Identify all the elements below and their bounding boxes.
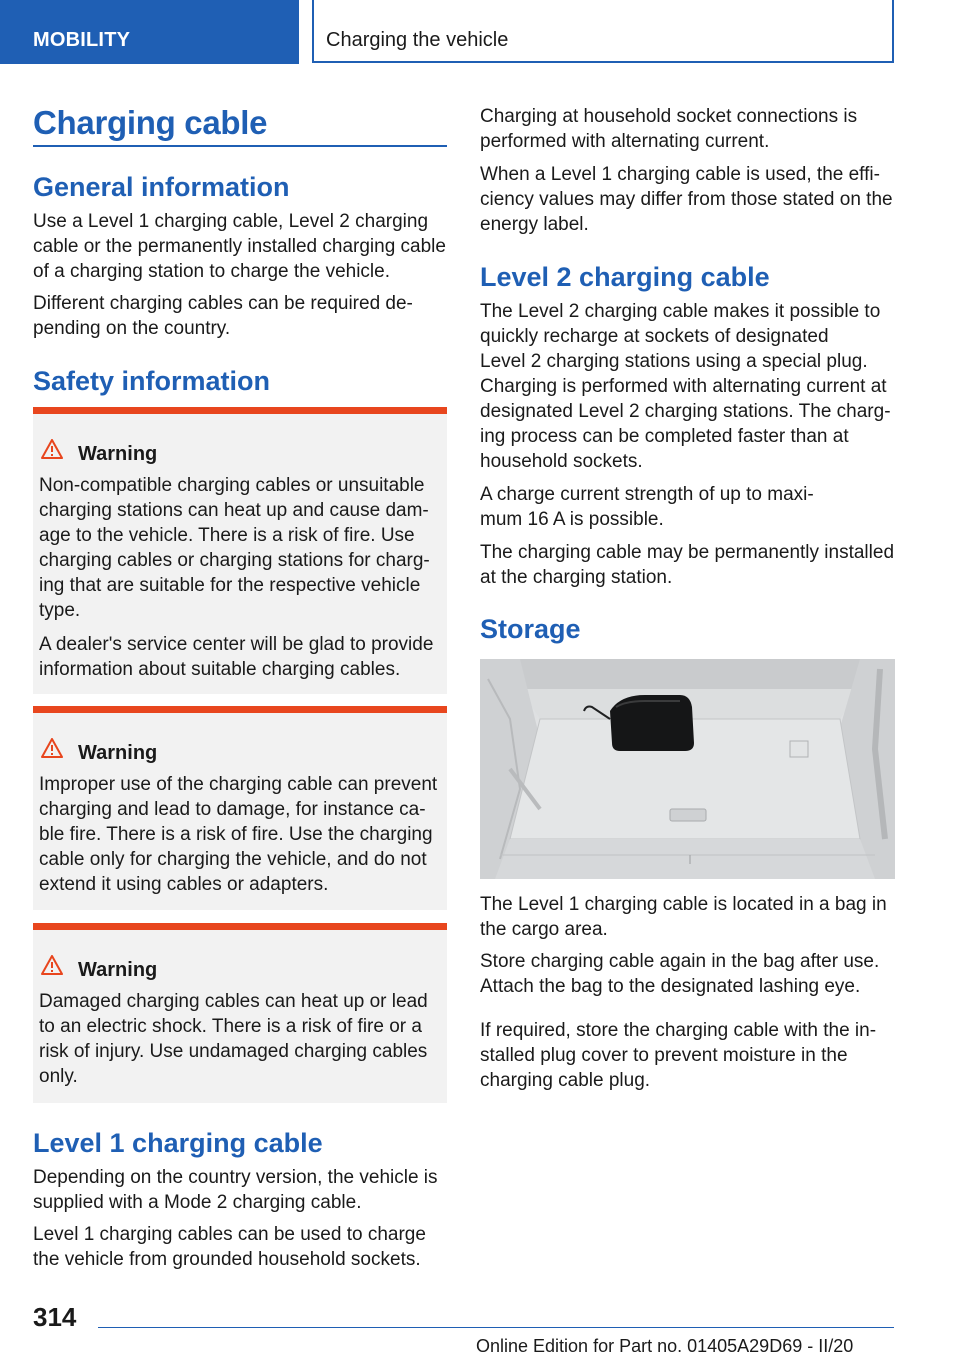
warning-label: Warning xyxy=(78,443,158,465)
edition-note: Online Edition for Part no. 01405A29D69 - II/20 xyxy=(476,1336,854,1356)
general-heading: General information xyxy=(33,172,290,202)
title-rule xyxy=(33,145,447,147)
page-number: 314 xyxy=(33,1302,77,1332)
page-title: Charging cable xyxy=(33,104,268,141)
warning-box-3 xyxy=(33,923,447,1103)
level1-heading: Level 1 charging cable xyxy=(33,1128,323,1158)
warning-triangle-icon xyxy=(41,738,63,758)
warning-text: Improper use of the charging cable can prevent charging and lead to damage, for instance ca‐ ble fire. There is a risk of fire. Use the charging cable only for charging the vehicle, and do not extend it using cables or adapters. xyxy=(39,774,438,895)
level2-paragraph-2: A charge current strength of up to maxi‐ mum 16 A is possible. xyxy=(480,484,814,530)
warning-triangle-icon xyxy=(41,439,63,459)
storage-paragraph-3: If required, store the charging cable with the in‐ stalled plug cover to prevent moisture in the charging cable plug. xyxy=(480,1020,877,1091)
footer-rule xyxy=(98,1327,894,1328)
warning-label: Warning xyxy=(78,742,158,764)
warning-box-2 xyxy=(33,706,447,910)
warning-text: Damaged charging cables can heat up or lead to an electric shock. There is a risk of fire or a risk of injury. Use undamaged charging cables only. xyxy=(39,991,428,1087)
cargo-area-photo xyxy=(480,659,895,879)
level1-paragraph-1: Depending on the country version, the vehicle is supplied with a Mode 2 charging cable. xyxy=(33,1167,438,1213)
general-paragraph-2: Different charging cables can be required de‐ pending on the country. xyxy=(33,293,413,339)
warning-label: Warning xyxy=(78,959,158,981)
level2-paragraph-1: The Level 2 charging cable makes it possible to quickly recharge at sockets of designated Level 2 charging stations using a special plug. Charging is performed with alternating current at designated Level 2 charging stations. The charg‐ ing process can be completed faster than at household sockets. xyxy=(480,301,891,472)
efficiency-paragraph: When a Level 1 charging cable is used, the effi‐ ciency values may differ from those stated on the energy label. xyxy=(480,164,893,235)
storage-paragraph-1: The Level 1 charging cable is located in a bag in the cargo area. xyxy=(480,894,887,940)
storage-paragraph-2: Store charging cable again in the bag after use. Attach the bag to the designated lashing eye. xyxy=(480,951,880,997)
warning-box-1 xyxy=(33,407,447,694)
warning-text-1: Non-compatible charging cables or unsuitable charging stations can heat up and cause dam‐ age to the vehicle. There is a risk of fire. Use charging cables or charging stations for charg‐ ing that are suitable for the respective vehicle type. xyxy=(39,475,430,621)
level2-paragraph-3: The charging cable may be permanently installed at the charging station. xyxy=(480,542,895,588)
section-label: MOBILITY xyxy=(33,29,131,51)
general-paragraph-1: Use a Level 1 charging cable, Level 2 charging cable or the permanently installed charging cable of a charging station to charge the vehicle. xyxy=(33,211,446,282)
safety-heading: Safety information xyxy=(33,366,271,396)
chapter-tab xyxy=(312,0,894,63)
level2-heading: Level 2 charging cable xyxy=(480,262,770,292)
warning-text-2: A dealer's service center will be glad to provide information about suitable charging cables. xyxy=(39,634,434,680)
warning-triangle-icon xyxy=(41,955,63,975)
storage-heading: Storage xyxy=(480,614,581,644)
household-paragraph: Charging at household socket connections is performed with alternating current. xyxy=(480,106,858,152)
section-tab xyxy=(0,0,299,64)
chapter-label: Charging the vehicle xyxy=(326,29,509,51)
level1-paragraph-2: Level 1 charging cables can be used to charge the vehicle from grounded household sockets. xyxy=(33,1224,426,1270)
